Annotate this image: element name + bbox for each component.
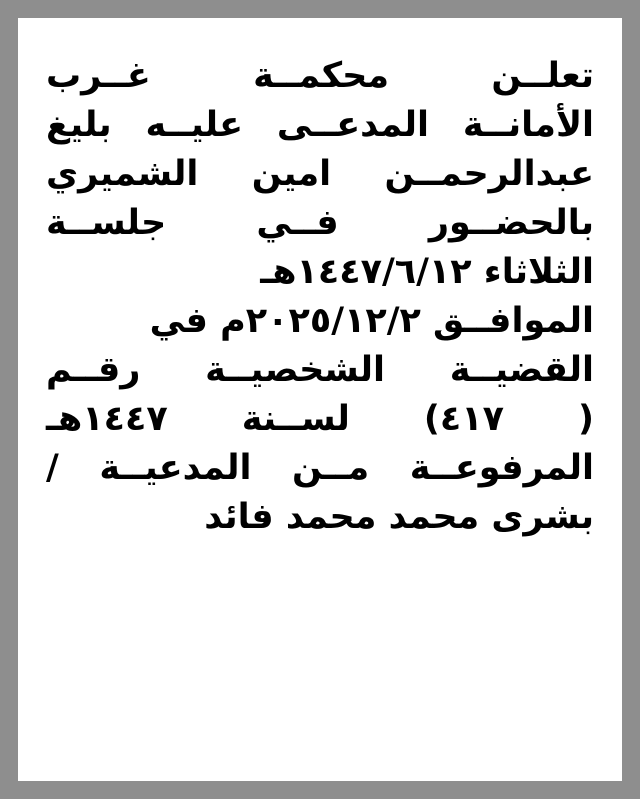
announcement-line: ( ٤١٧) لســنة ١٤٤٧هـ — [46, 399, 595, 439]
announcement-line: الثلاثاء ١٤٤٧/٦/١٢هـ — [260, 252, 594, 292]
announcement-line: بالحضــور فــي جلســة — [46, 203, 594, 243]
announcement-line: المرفوعــة مــن المدعيــة / — [46, 448, 594, 488]
announcement-text — [46, 52, 594, 542]
announcement-line: الأمانــة المدعــى عليــه بليغ — [46, 105, 594, 145]
announcement-line: تعلــن محكمــة غــرب — [46, 56, 594, 96]
announcement-line: الموافــق ٢٠٢٥/١٢/٢م في — [149, 301, 594, 341]
announcement-line: بشرى محمد محمد فائد — [204, 497, 594, 537]
announcement-line: عبدالرحمــن امين الشميري — [46, 154, 594, 194]
notice-card — [18, 18, 622, 781]
announcement-line: القضيــة الشخصيــة رقــم — [46, 350, 594, 390]
